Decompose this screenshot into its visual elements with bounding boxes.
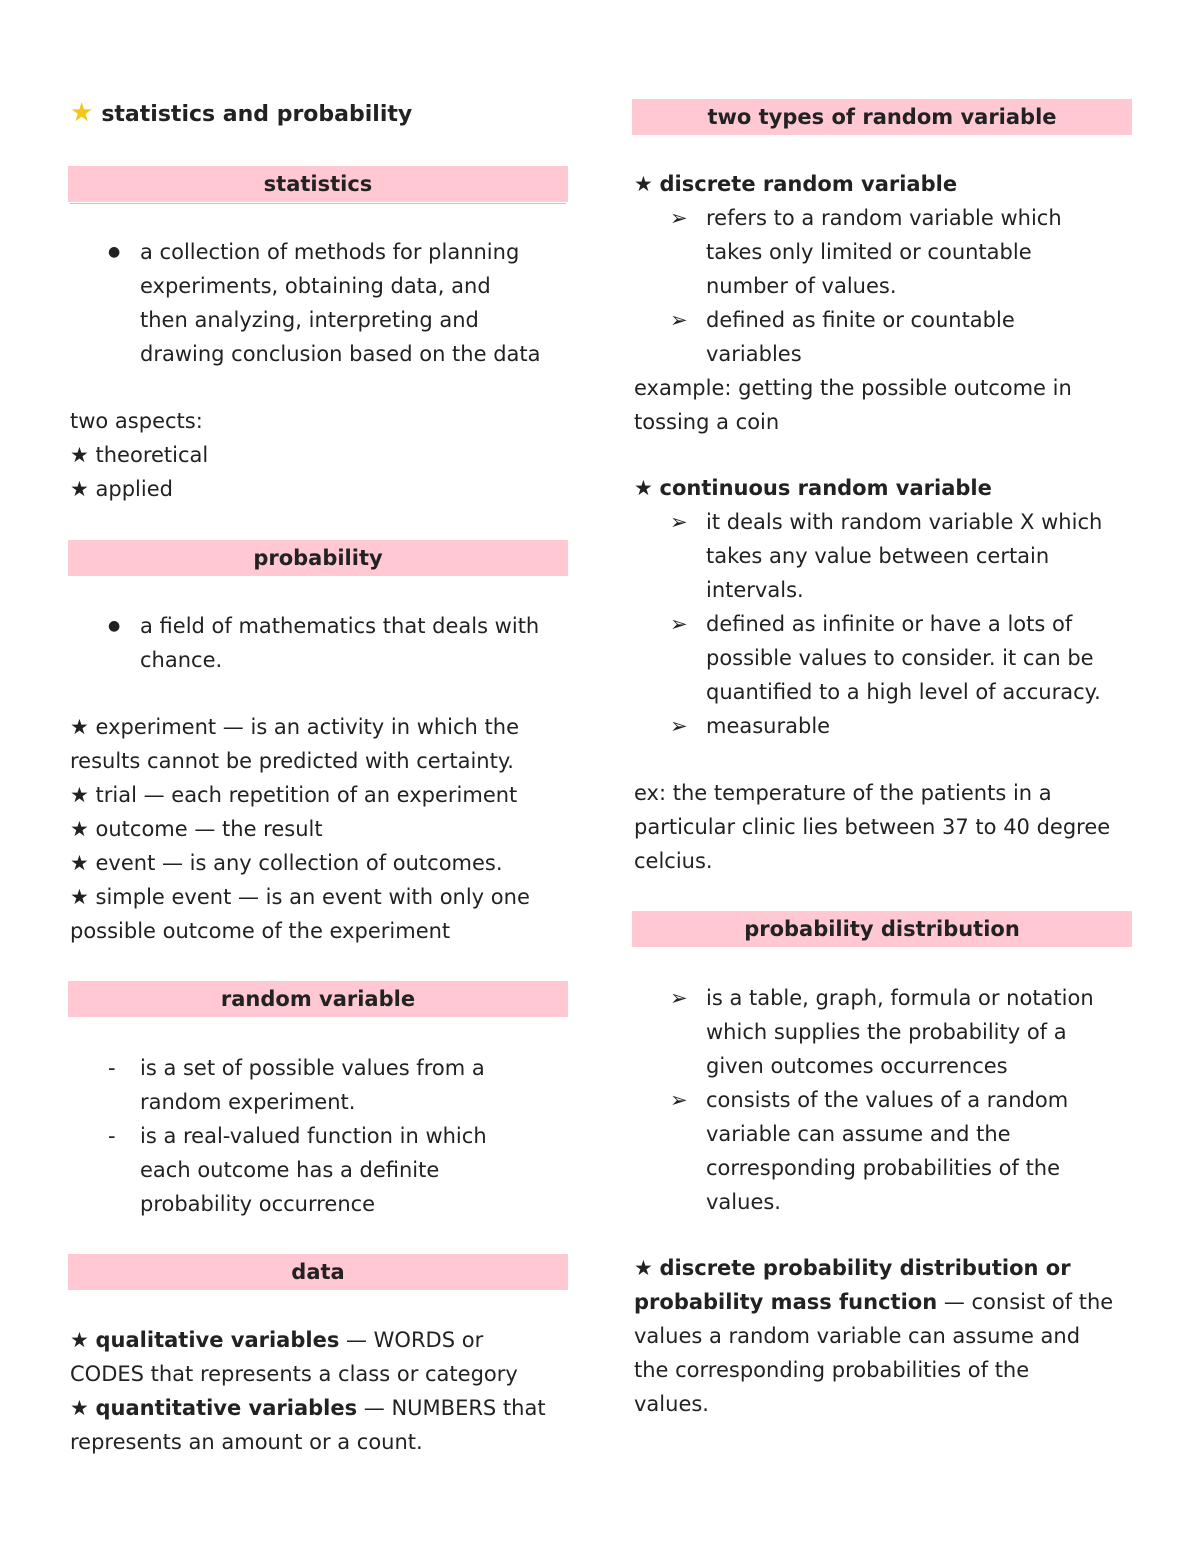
- section-heading-statistics: statistics: [68, 166, 568, 202]
- continuous-random-variable: ★ continuous random variable ➢ it deals with random variable X which takes any value between certain intervals. ➢ defined as infinite or have a lots of possible values to consider. it can be quantified to a high level of accuracy. ➢ measurable: [634, 471, 1134, 743]
- arrow-icon: ➢: [670, 308, 688, 332]
- star-icon: ★: [70, 715, 89, 739]
- star-icon: ★: [634, 172, 653, 196]
- dash-icon: -: [108, 1124, 116, 1148]
- discrete-random-variable: ★ discrete random variable ➢ refers to a random variable which takes only limited or countable number of values. ➢ defined as finite or countable variables example: getting the possible outcome in tossing a coin: [634, 172, 1072, 434]
- star-icon: ★: [634, 1256, 653, 1280]
- probability-definition: ● a field of mathematics that deals with chance.: [70, 609, 570, 677]
- star-icon: ★: [70, 1328, 89, 1352]
- star-icon: ★: [70, 885, 89, 909]
- divider: [70, 203, 566, 204]
- arrow-icon: ➢: [670, 510, 688, 534]
- pmf-definition: ★ discrete probability distribution or probability mass function — consist of the values a random variable can assume and the corresponding probabilities of the values.: [634, 1256, 1114, 1416]
- bullet-icon: ●: [108, 244, 121, 260]
- star-icon: ★: [70, 1396, 89, 1420]
- star-emoji-icon: ★: [70, 98, 94, 128]
- star-icon: ★: [70, 817, 89, 841]
- star-icon: ★: [70, 477, 89, 501]
- section-heading-types-random-variable: two types of random variable: [632, 99, 1132, 135]
- dash-icon: -: [108, 1056, 116, 1080]
- statistics-definition: ● a collection of methods for planning experiments, obtaining data, and then analyzing, interpreting and drawing conclusion based on the data: [70, 235, 570, 371]
- data-types: ★ qualitative variables — WORDS or CODES that represents a class or category ★ quantitative variables — NUMBERS that represents an amount or a count.: [70, 1328, 546, 1454]
- random-variable-definition: - is a set of possible values from a random experiment. - is a real-valued function in which each outcome has a definite probability occurrence: [70, 1051, 570, 1221]
- arrow-icon: ➢: [670, 612, 688, 636]
- arrow-icon: ➢: [670, 1088, 688, 1112]
- continuous-example: ex: the temperature of the patients in a particular clinic lies between 37 to 40 degree celcius.: [634, 781, 1111, 873]
- star-icon: ★: [634, 476, 653, 500]
- arrow-icon: ➢: [670, 714, 688, 738]
- section-heading-data: data: [68, 1254, 568, 1290]
- aspects-list: two aspects: ★ theoretical ★ applied: [70, 409, 209, 501]
- probability-terms: ★ experiment — is an activity in which the results cannot be predicted with certainty. ★ trial — each repetition of an experiment ★ outcome — the result ★ event — is any collection of outcomes. ★ simple event — is an event with only one possible outcome of the experiment: [70, 715, 530, 943]
- arrow-icon: ➢: [670, 206, 688, 230]
- section-heading-probability: probability: [68, 540, 568, 576]
- star-icon: ★: [70, 443, 89, 467]
- star-icon: ★: [70, 783, 89, 807]
- section-heading-random-variable: random variable: [68, 981, 568, 1017]
- star-icon: ★: [70, 851, 89, 875]
- page-title: ★ statistics and probability: [70, 98, 413, 128]
- arrow-icon: ➢: [670, 986, 688, 1010]
- section-heading-probability-distribution: probability distribution: [632, 911, 1132, 947]
- distribution-definition: ➢ is a table, graph, formula or notation which supplies the probability of a given outcomes occurrences ➢ consists of the values of a random variable can assume and the corresponding probabilities of the values.: [634, 981, 1134, 1219]
- bullet-icon: ●: [108, 618, 121, 634]
